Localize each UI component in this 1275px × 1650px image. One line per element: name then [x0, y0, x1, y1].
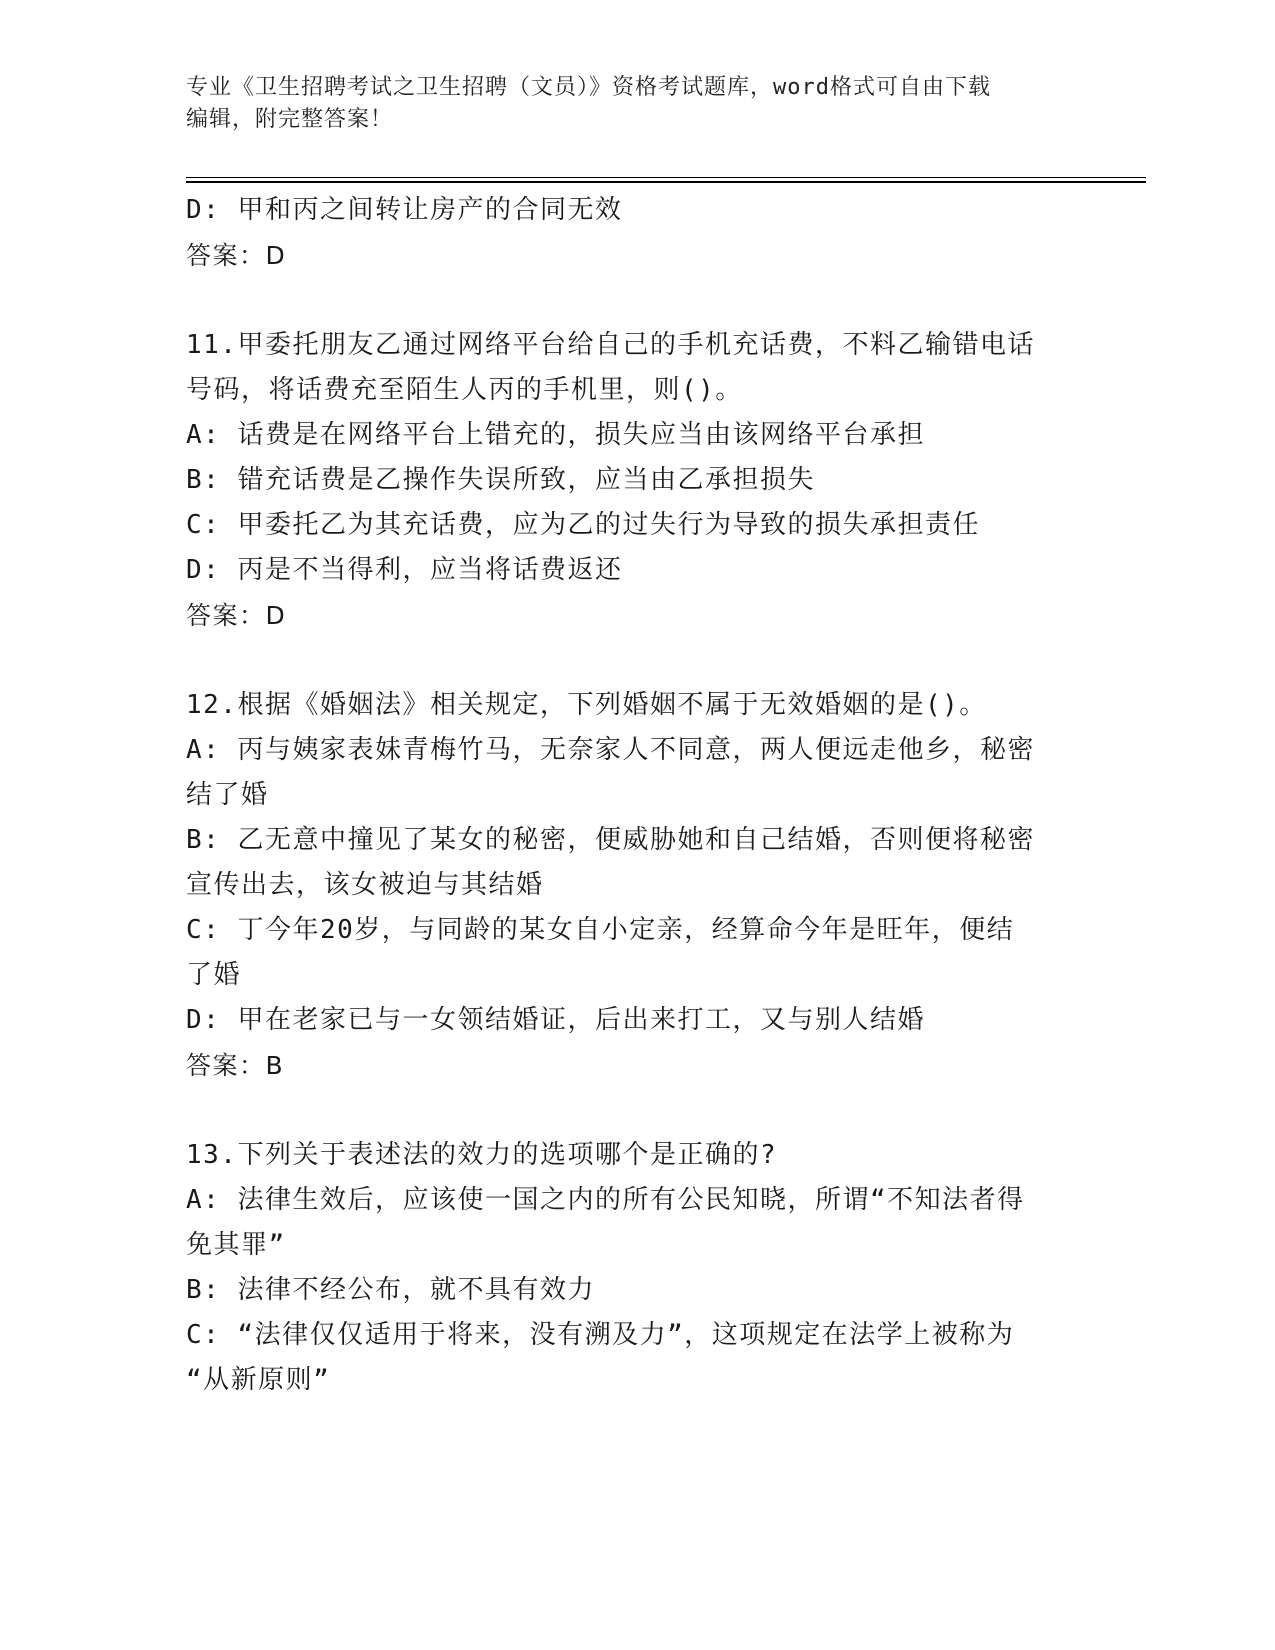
option-b-continued: 宣传出去，该女被迫与其结婚: [186, 870, 544, 900]
option-b: B: 法律不经公布，就不具有效力: [186, 1275, 595, 1305]
question-content: [186, 188, 1066, 1403]
previous-question-tail: [186, 188, 1066, 278]
header-divider-thin: [186, 177, 1146, 178]
document-header: [186, 72, 1066, 136]
question-spacer: [186, 1088, 1066, 1133]
header-line-1: 专业《卫生招聘考试之卫生招聘（文员）》资格考试题库，word格式可自由下载: [186, 75, 991, 100]
question-11: [186, 323, 1066, 638]
option-a: A: 丙与姨家表妹青梅竹马，无奈家人不同意，两人便远走他乡，秘密: [186, 735, 1035, 765]
option-d: D: 甲在老家已与一女领结婚证，后出来打工，又与别人结婚: [186, 1005, 925, 1035]
option-d: D: 丙是不当得利，应当将话费返还: [186, 555, 623, 585]
option-d: D: 甲和丙之间转让房产的合同无效: [186, 195, 623, 225]
option-c: C: “法律仅仅适用于将来，没有溯及力”，这项规定在法学上被称为: [186, 1320, 1015, 1350]
answer-line: 答案：D: [186, 241, 287, 270]
option-b: B: 乙无意中撞见了某女的秘密，便威胁她和自己结婚，否则便将秘密: [186, 825, 1035, 855]
option-a: A: 法律生效后，应该使一国之内的所有公民知晓，所谓“不知法者得: [186, 1185, 1025, 1215]
question-spacer: [186, 638, 1066, 683]
option-c-continued: “从新原则”: [186, 1365, 331, 1395]
option-b: B: 错充话费是乙操作失误所致，应当由乙承担损失: [186, 465, 815, 495]
option-a-continued: 结了婚: [186, 780, 269, 810]
option-c: C: 甲委托乙为其充话费，应为乙的过失行为导致的损失承担责任: [186, 510, 980, 540]
question-13: [186, 1133, 1066, 1403]
answer-line: 答案：B: [186, 1051, 285, 1080]
header-line-2: 编辑，附完整答案！: [186, 107, 394, 132]
question-12: [186, 683, 1066, 1088]
question-stem: 13.下列关于表述法的效力的选项哪个是正确的?: [186, 1140, 778, 1170]
question-stem: 12.根据《婚姻法》相关规定，下列婚姻不属于无效婚姻的是()。: [186, 690, 987, 720]
question-stem: 11.甲委托朋友乙通过网络平台给自己的手机充话费，不料乙输错电话: [186, 330, 1035, 360]
option-a-continued: 免其罪”: [186, 1230, 286, 1260]
option-c: C: 丁今年20岁，与同龄的某女自小定亲，经算命今年是旺年，便结: [186, 915, 1015, 945]
header-divider-thick: [186, 181, 1146, 183]
question-stem: 号码，将话费充至陌生人丙的手机里，则()。: [186, 375, 743, 405]
option-c-continued: 了婚: [186, 960, 242, 990]
question-spacer: [186, 278, 1066, 323]
option-a: A: 话费是在网络平台上错充的，损失应当由该网络平台承担: [186, 420, 925, 450]
answer-line: 答案：D: [186, 601, 287, 630]
